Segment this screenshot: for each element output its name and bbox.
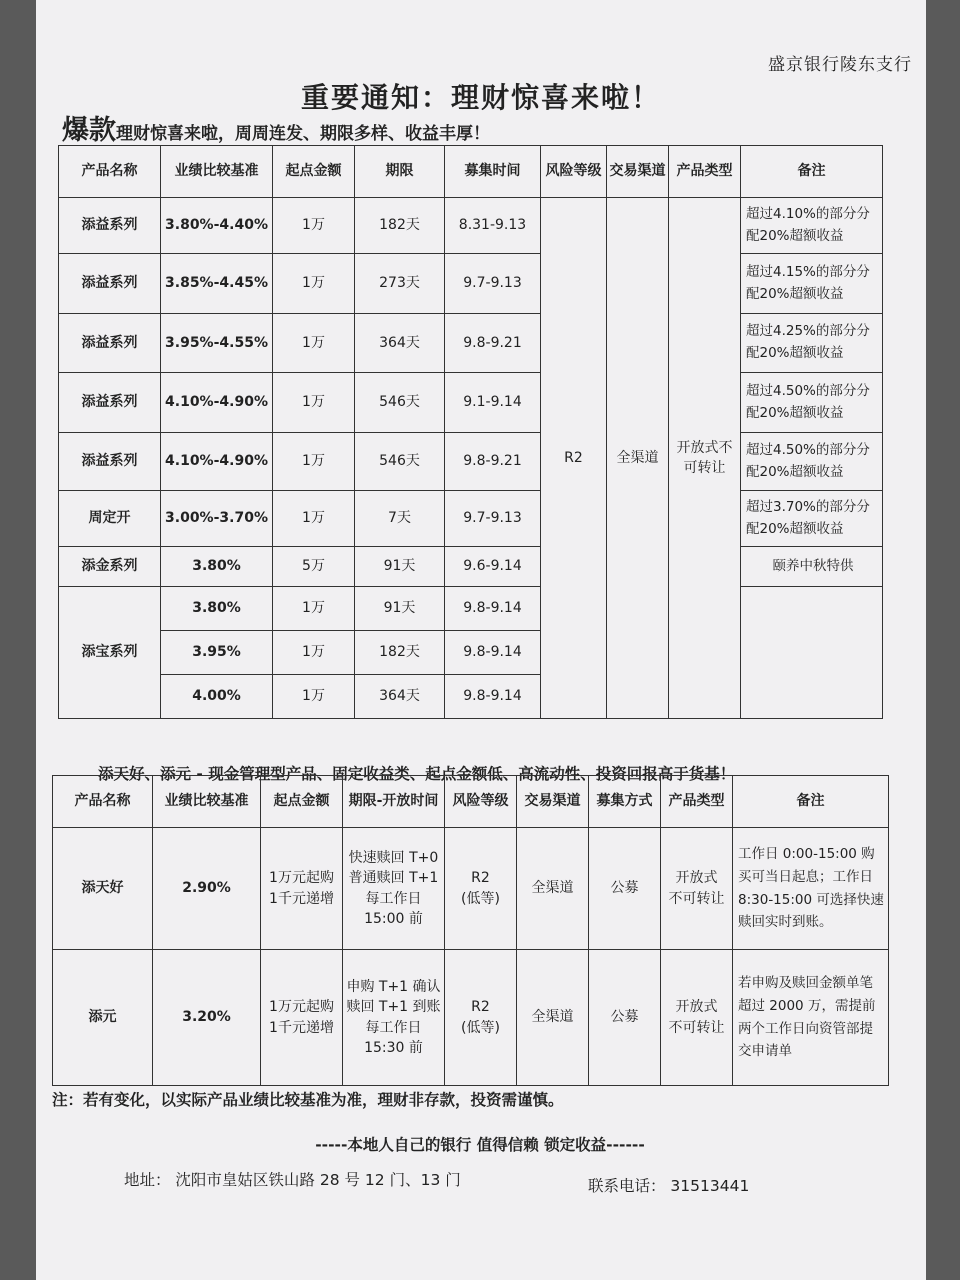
min-amount: 1万: [273, 631, 355, 675]
col-header: 期限: [355, 146, 445, 198]
raise-period: 9.8-9.14: [445, 631, 541, 675]
min-amount: 1万: [273, 314, 355, 373]
type-line: 不可转让: [668, 890, 725, 907]
note: 工作日 0:00-15:00 购买可当日起息；工作日 8:30-15:00 可选择快速赎回实时到账。: [733, 828, 889, 950]
term: 7天: [355, 491, 445, 547]
note: 若申购及赎回金额单笔超过 2000 万，需提前两个工作日向资管部提交申请单: [733, 950, 889, 1086]
product-table: [58, 145, 883, 719]
term: 273天: [355, 254, 445, 314]
cash-product-table: [52, 775, 889, 1086]
term: 182天: [355, 198, 445, 254]
raise-period: 9.8-9.14: [445, 587, 541, 631]
product-name: 添宝系列: [59, 587, 161, 719]
note-empty: [741, 587, 883, 719]
term-line: 15:00 前: [364, 910, 423, 927]
table-row: [59, 547, 883, 587]
term-line: 普通赎回 T+1: [348, 870, 439, 887]
min-amount: [261, 828, 343, 950]
min-amount: 1万: [273, 254, 355, 314]
col-header: 备注: [741, 146, 883, 198]
col-header: 产品名称: [59, 146, 161, 198]
risk-level: [445, 828, 517, 950]
min-amount-line: 1千元递增: [269, 1019, 334, 1036]
product-type: [661, 950, 733, 1086]
headline: [62, 108, 490, 147]
col-header: 起点金额: [261, 776, 343, 828]
note: 超过4.50%的部分分配20%超额收益: [741, 373, 883, 433]
term-line: 15:30 前: [364, 1039, 423, 1056]
term-line: 每工作日: [365, 890, 422, 907]
raise-period: 9.7-9.13: [445, 254, 541, 314]
type-line: 开放式: [675, 870, 718, 887]
min-amount: 1万: [273, 587, 355, 631]
min-amount: [261, 950, 343, 1086]
slogan: -----本地人自己的银行 值得信赖 锁定收益------: [315, 1136, 645, 1154]
headline-big: 爆款: [62, 115, 116, 146]
product-name: 周定开: [59, 491, 161, 547]
col-header: 募集时间: [445, 146, 541, 198]
product-name: 添益系列: [59, 314, 161, 373]
min-amount: 1万: [273, 675, 355, 719]
term-open-time: [343, 950, 445, 1086]
product-name: 添益系列: [59, 254, 161, 314]
cash-product-headline: 添天好、添元 - 现金管理型产品、固定收益类、起点金额低、高流动性、投资回报高于货基！: [98, 765, 736, 783]
raise-period: 9.8-9.21: [445, 433, 541, 491]
term: 364天: [355, 675, 445, 719]
benchmark-rate: 3.80%: [161, 547, 273, 587]
col-header: 业绩比较基准: [161, 146, 273, 198]
term: 182天: [355, 631, 445, 675]
disclaimer: 注：若有变化，以实际产品业绩比较基准为准，理财非存款，投资需谨慎。: [52, 1091, 564, 1109]
benchmark-rate: 3.00%-3.70%: [161, 491, 273, 547]
risk-line: (低等): [461, 890, 500, 907]
term-line: 快速赎回 T+0: [348, 849, 439, 866]
raise-method: 公募: [589, 828, 661, 950]
phone: 联系电话： 31513441: [588, 1177, 750, 1195]
channel: 全渠道: [517, 828, 589, 950]
table-row: [59, 373, 883, 433]
min-amount-line: 1万元起购: [269, 999, 334, 1016]
min-amount: 1万: [273, 373, 355, 433]
min-amount: 1万: [273, 198, 355, 254]
col-header: 产品名称: [53, 776, 153, 828]
col-header: 风险等级: [445, 776, 517, 828]
col-header: 期限-开放时间: [343, 776, 445, 828]
benchmark-rate: 3.85%-4.45%: [161, 254, 273, 314]
headline-text: 理财惊喜来啦，周周连发、期限多样、收益丰厚！: [116, 124, 490, 144]
type-line: 不可转让: [668, 1019, 725, 1036]
table-row: [59, 198, 883, 254]
min-amount-line: 1千元递增: [269, 890, 334, 907]
raise-period: 8.31-9.13: [445, 198, 541, 254]
benchmark-rate: 4.10%-4.90%: [161, 433, 273, 491]
col-header: 备注: [733, 776, 889, 828]
note: 超过4.50%的部分分配20%超额收益: [741, 433, 883, 491]
page-title: 重要通知：理财惊喜来啦！: [300, 81, 661, 114]
product-name: 添益系列: [59, 198, 161, 254]
note: 超过4.25%的部分分配20%超额收益: [741, 314, 883, 373]
table-row: [59, 433, 883, 491]
risk-line: R2: [471, 870, 490, 887]
raise-period: 9.6-9.14: [445, 547, 541, 587]
col-header: 产品类型: [669, 146, 741, 198]
product-name: 添益系列: [59, 373, 161, 433]
note: 超过3.70%的部分分配20%超额收益: [741, 491, 883, 547]
risk-level: [445, 950, 517, 1086]
product-type: 开放式不可转让: [669, 198, 741, 719]
term: 546天: [355, 373, 445, 433]
term-line: 每工作日: [365, 1019, 422, 1036]
table-row: [53, 950, 889, 1086]
min-amount: 1万: [273, 491, 355, 547]
raise-period: 9.7-9.13: [445, 491, 541, 547]
channel: 全渠道: [607, 198, 669, 719]
risk-level: R2: [541, 198, 607, 719]
benchmark-rate: 3.80%: [161, 587, 273, 631]
table-row: [59, 491, 883, 547]
raise-method: 公募: [589, 950, 661, 1086]
table-row: [59, 254, 883, 314]
term-open-time: [343, 828, 445, 950]
type-line: 开放式: [675, 999, 718, 1016]
table-header: [53, 776, 889, 828]
col-header: 交易渠道: [517, 776, 589, 828]
note: 超过4.10%的部分分配20%超额收益: [741, 198, 883, 254]
min-amount-line: 1万元起购: [269, 870, 334, 887]
benchmark-rate: 4.10%-4.90%: [161, 373, 273, 433]
raise-period: 9.1-9.14: [445, 373, 541, 433]
note: 超过4.15%的部分分配20%超额收益: [741, 254, 883, 314]
address: 地址： 沈阳市皇姑区铁山路 28 号 12 门、13 门: [124, 1171, 461, 1189]
term: 91天: [355, 587, 445, 631]
risk-line: R2: [471, 999, 490, 1016]
benchmark-rate: 4.00%: [161, 675, 273, 719]
note: 颐养中秋特供: [741, 547, 883, 587]
col-header: 产品类型: [661, 776, 733, 828]
benchmark-rate: 3.95%: [161, 631, 273, 675]
product-name: 添金系列: [59, 547, 161, 587]
benchmark-rate: 2.90%: [153, 828, 261, 950]
product-name: 添天好: [53, 828, 153, 950]
term-line: 赎回 T+1 到账: [346, 999, 441, 1016]
col-header: 业绩比较基准: [153, 776, 261, 828]
benchmark-rate: 3.20%: [153, 950, 261, 1086]
product-name: 添益系列: [59, 433, 161, 491]
term: 546天: [355, 433, 445, 491]
term: 91天: [355, 547, 445, 587]
col-header: 风险等级: [541, 146, 607, 198]
raise-period: 9.8-9.14: [445, 675, 541, 719]
table-row: [59, 587, 883, 631]
benchmark-rate: 3.95%-4.55%: [161, 314, 273, 373]
benchmark-rate: 3.80%-4.40%: [161, 198, 273, 254]
col-header: 起点金额: [273, 146, 355, 198]
raise-period: 9.8-9.21: [445, 314, 541, 373]
table-row: [59, 314, 883, 373]
table-row: [53, 828, 889, 950]
min-amount: 5万: [273, 547, 355, 587]
risk-line: (低等): [461, 1019, 500, 1036]
channel: 全渠道: [517, 950, 589, 1086]
term-line: 申购 T+1 确认: [346, 978, 441, 995]
col-header: 募集方式: [589, 776, 661, 828]
col-header: 交易渠道: [607, 146, 669, 198]
min-amount: 1万: [273, 433, 355, 491]
product-name: 添元: [53, 950, 153, 1086]
product-type: [661, 828, 733, 950]
branch-name: 盛京银行陵东支行: [768, 55, 912, 75]
term: 364天: [355, 314, 445, 373]
table-header: [59, 146, 883, 198]
